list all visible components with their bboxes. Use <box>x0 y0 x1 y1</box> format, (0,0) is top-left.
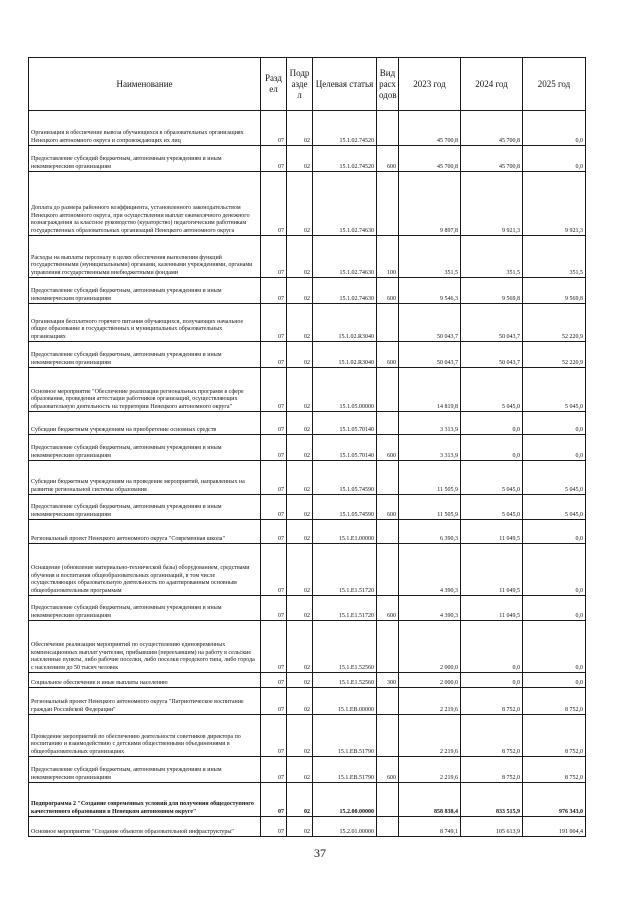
cell-2025: 0,0 <box>523 111 586 146</box>
cell-2024: 50 043,7 <box>461 304 523 342</box>
table-row <box>29 673 586 688</box>
cell-2025: 8 752,0 <box>523 757 586 783</box>
cell-2023: 4 390,3 <box>399 596 461 621</box>
cell-article: 15.1.02.74630 <box>313 278 377 304</box>
cell-article: 15.1.05.70140 <box>313 435 377 461</box>
cell-article: 15.1.02.74630 <box>313 172 377 236</box>
cell-razdel: 07 <box>261 278 287 304</box>
cell-razdel: 07 <box>261 783 287 817</box>
cell-podrazdel: 02 <box>287 544 313 596</box>
cell-article: 15.1.02.74520 <box>313 111 377 146</box>
header-2024: 2024 год <box>461 58 523 111</box>
header-name: Наименование <box>29 58 261 111</box>
cell-podrazdel: 02 <box>287 520 313 544</box>
cell-article: 15.1.EB.00000 <box>313 688 377 715</box>
cell-vid <box>377 304 399 342</box>
cell-name: Доплата до размера районного коэффициента, установленного законодательством Ненецкого автономного округа, при осуществлении выплат ежемесячного денежного вознаграждения за классное руководство (кураторство) педагогическим работникам государственных образовательных организаций Ненецкого автономного округа <box>29 172 261 236</box>
cell-2024: 8 752,0 <box>461 715 523 757</box>
cell-vid <box>377 688 399 715</box>
cell-2023: 4 390,3 <box>399 544 461 596</box>
cell-2025: 8 752,0 <box>523 688 586 715</box>
cell-2024: 45 700,8 <box>461 111 523 146</box>
cell-article: 15.2.00.00000 <box>313 783 377 817</box>
cell-podrazdel: 02 <box>287 412 313 435</box>
cell-vid: 600 <box>377 495 399 520</box>
header-row <box>29 58 586 111</box>
cell-vid <box>377 368 399 412</box>
table-row <box>29 783 586 817</box>
cell-name: Региональный проект Ненецкого автономного округа "Современная школа" <box>29 520 261 544</box>
cell-2023: 2 219,6 <box>399 688 461 715</box>
cell-article: 15.1.05.70140 <box>313 412 377 435</box>
cell-podrazdel: 02 <box>287 817 313 837</box>
cell-vid <box>377 817 399 837</box>
cell-2023: 8 749,1 <box>399 817 461 837</box>
table-row <box>29 236 586 278</box>
cell-article: 15.1.E1.52560 <box>313 621 377 673</box>
cell-2025: 0,0 <box>523 596 586 621</box>
cell-razdel: 07 <box>261 495 287 520</box>
cell-2023: 3 313,9 <box>399 435 461 461</box>
cell-podrazdel: 02 <box>287 621 313 673</box>
cell-razdel: 07 <box>261 368 287 412</box>
cell-2025: 9 569,8 <box>523 278 586 304</box>
table-row <box>29 544 586 596</box>
cell-2025: 0,0 <box>523 673 586 688</box>
cell-vid: 600 <box>377 757 399 783</box>
cell-2025: 5 045,0 <box>523 461 586 495</box>
cell-vid <box>377 783 399 817</box>
cell-2025: 0,0 <box>523 435 586 461</box>
cell-2024: 0,0 <box>461 412 523 435</box>
cell-razdel: 07 <box>261 596 287 621</box>
cell-2024: 11 049,5 <box>461 596 523 621</box>
budget-table <box>28 57 586 837</box>
cell-vid <box>377 172 399 236</box>
cell-name: Обеспечение реализации мероприятий по осуществлению единовременных компенсационных выплат учителям, прибывшим (переехавшим) на работу в сельские населенные пункты, либо рабочие поселки, либо поселки городского типа, либо города с населением до 50 тысяч человек <box>29 621 261 673</box>
cell-razdel: 07 <box>261 304 287 342</box>
cell-2023: 351,5 <box>399 236 461 278</box>
cell-2024: 11 049,5 <box>461 544 523 596</box>
cell-podrazdel: 02 <box>287 715 313 757</box>
cell-2024: 11 049,5 <box>461 520 523 544</box>
cell-podrazdel: 02 <box>287 596 313 621</box>
cell-podrazdel: 02 <box>287 368 313 412</box>
cell-vid <box>377 544 399 596</box>
cell-name: Предоставление субсидий бюджетным, автономным учреждениям и иным некоммерческим организациям <box>29 435 261 461</box>
cell-2025: 0,0 <box>523 621 586 673</box>
table-row <box>29 520 586 544</box>
cell-2023: 45 700,8 <box>399 111 461 146</box>
table-row <box>29 278 586 304</box>
cell-podrazdel: 02 <box>287 688 313 715</box>
page-number: 37 <box>314 846 326 860</box>
cell-2024: 45 700,8 <box>461 146 523 172</box>
cell-2025: 191 004,4 <box>523 817 586 837</box>
cell-2025: 0,0 <box>523 412 586 435</box>
cell-razdel: 07 <box>261 520 287 544</box>
cell-article: 15.1.02.R3040 <box>313 304 377 342</box>
cell-2025: 52 220,9 <box>523 342 586 368</box>
cell-vid: 100 <box>377 236 399 278</box>
cell-2023: 14 819,8 <box>399 368 461 412</box>
table-row <box>29 495 586 520</box>
cell-article: 15.1.E1.51720 <box>313 596 377 621</box>
cell-vid: 600 <box>377 435 399 461</box>
cell-name: Предоставление субсидий бюджетным, автономным учреждениям и иным некоммерческим организациям <box>29 278 261 304</box>
cell-razdel: 07 <box>261 688 287 715</box>
cell-podrazdel: 02 <box>287 172 313 236</box>
cell-article: 15.1.E1.51720 <box>313 544 377 596</box>
cell-razdel: 07 <box>261 412 287 435</box>
cell-article: 15.1.EB.51790 <box>313 715 377 757</box>
table-body <box>29 111 586 837</box>
cell-vid: 600 <box>377 146 399 172</box>
cell-vid <box>377 520 399 544</box>
cell-name: Расходы на выплаты персоналу в целях обеспечения выполнения функций государственными (муниципальными) органами, казенными учреждениями, органами управления государственными внебюджетными фондами <box>29 236 261 278</box>
cell-article: 15.1.05.74590 <box>313 495 377 520</box>
cell-name: Предоставление субсидий бюджетным, автономным учреждениям и иным некоммерческим организациям <box>29 596 261 621</box>
cell-2023: 9 546,3 <box>399 278 461 304</box>
cell-2023: 6 390,3 <box>399 520 461 544</box>
cell-razdel: 07 <box>261 461 287 495</box>
cell-name: Предоставление субсидий бюджетным, автономным учреждениям и иным некоммерческим организациям <box>29 757 261 783</box>
cell-2024: 5 045,0 <box>461 495 523 520</box>
table-row <box>29 172 586 236</box>
cell-article: 15.1.02.74520 <box>313 146 377 172</box>
cell-name: Основное мероприятие "Обеспечение реализации региональных программ в сфере образования, проведения аттестации работников организаций, осуществляющих образовательную деятельность на территории Ненецкого автономного округа" <box>29 368 261 412</box>
cell-2025: 8 752,0 <box>523 715 586 757</box>
cell-vid: 600 <box>377 596 399 621</box>
cell-name: Региональный проект Ненецкого автономного округа "Патриотическое воспитание граждан Российской Федерации" <box>29 688 261 715</box>
cell-2025: 0,0 <box>523 544 586 596</box>
table-row <box>29 412 586 435</box>
cell-vid <box>377 111 399 146</box>
cell-2024: 0,0 <box>461 621 523 673</box>
cell-razdel: 07 <box>261 146 287 172</box>
cell-2023: 2 219,6 <box>399 715 461 757</box>
cell-2024: 105 613,9 <box>461 817 523 837</box>
cell-podrazdel: 02 <box>287 757 313 783</box>
cell-razdel: 07 <box>261 342 287 368</box>
cell-podrazdel: 02 <box>287 673 313 688</box>
header-vid: Вид расх одов <box>377 58 399 111</box>
cell-2023: 858 838,4 <box>399 783 461 817</box>
cell-2023: 50 043,7 <box>399 342 461 368</box>
cell-name: Организация и обеспечение вывоза обучающихся в образовательных организациях Ненецкого автономного округа и сопровождающих их лиц <box>29 111 261 146</box>
cell-2025: 976 343,0 <box>523 783 586 817</box>
table-row <box>29 342 586 368</box>
cell-podrazdel: 02 <box>287 111 313 146</box>
cell-2024: 5 045,0 <box>461 368 523 412</box>
cell-2024: 0,0 <box>461 673 523 688</box>
cell-article: 15.2.01.00000 <box>313 817 377 837</box>
cell-vid <box>377 621 399 673</box>
header-2025: 2025 год <box>523 58 586 111</box>
header-article: Целевая статья <box>313 58 377 111</box>
table-row <box>29 304 586 342</box>
cell-article: 15.1.02.R3040 <box>313 342 377 368</box>
cell-2024: 8 752,0 <box>461 688 523 715</box>
cell-razdel: 07 <box>261 817 287 837</box>
cell-razdel: 07 <box>261 757 287 783</box>
header-2023: 2023 год <box>399 58 461 111</box>
cell-2024: 9 921,3 <box>461 172 523 236</box>
cell-article: 15.1.EB.51790 <box>313 757 377 783</box>
cell-2025: 5 045,0 <box>523 495 586 520</box>
cell-name: Основное мероприятие "Создание объектов образовательной инфраструктуры" <box>29 817 261 837</box>
cell-article: 15.1.02.74630 <box>313 236 377 278</box>
cell-2023: 50 043,7 <box>399 304 461 342</box>
cell-2024: 833 515,9 <box>461 783 523 817</box>
cell-podrazdel: 02 <box>287 304 313 342</box>
cell-article: 15.1.E1.52560 <box>313 673 377 688</box>
cell-2023: 45 700,8 <box>399 146 461 172</box>
table-row <box>29 146 586 172</box>
cell-2024: 5 045,0 <box>461 461 523 495</box>
cell-razdel: 07 <box>261 673 287 688</box>
cell-article: 15.1.E1.00000 <box>313 520 377 544</box>
cell-name: Субсидии бюджетным учреждениям на проведение мероприятий, направленных на развитие региональной системы образования <box>29 461 261 495</box>
cell-podrazdel: 02 <box>287 146 313 172</box>
cell-2023: 11 505,9 <box>399 461 461 495</box>
table-row <box>29 817 586 837</box>
cell-vid: 600 <box>377 278 399 304</box>
cell-article: 15.1.05.74590 <box>313 461 377 495</box>
cell-2024: 0,0 <box>461 435 523 461</box>
cell-name: Предоставление субсидий бюджетным, автономным учреждениям и иным некоммерческим организациям <box>29 146 261 172</box>
cell-name: Оснащение (обновление материально-технической базы) оборудованием, средствами обучения и воспитания общеобразовательных организаций, в том числе осуществляющих образовательную деятельность по адаптированным основным общеобразовательным программам <box>29 544 261 596</box>
cell-2025: 0,0 <box>523 146 586 172</box>
cell-2023: 3 313,9 <box>399 412 461 435</box>
cell-name: Проведение мероприятий по обеспечению деятельности советников директора по воспитанию и взаимодействию с детскими общественными объединениями в общеобразовательных организациях <box>29 715 261 757</box>
cell-2023: 9 897,8 <box>399 172 461 236</box>
table-row <box>29 111 586 146</box>
cell-razdel: 07 <box>261 544 287 596</box>
cell-name: Предоставление субсидий бюджетным, автономным учреждениям и иным некоммерческим организациям <box>29 495 261 520</box>
cell-razdel: 07 <box>261 172 287 236</box>
cell-2025: 351,5 <box>523 236 586 278</box>
table-row <box>29 596 586 621</box>
cell-vid: 600 <box>377 342 399 368</box>
cell-2023: 11 505,9 <box>399 495 461 520</box>
cell-vid <box>377 461 399 495</box>
cell-2024: 50 043,7 <box>461 342 523 368</box>
cell-vid <box>377 715 399 757</box>
cell-vid <box>377 412 399 435</box>
cell-2024: 351,5 <box>461 236 523 278</box>
cell-podrazdel: 02 <box>287 342 313 368</box>
cell-article: 15.1.05.00000 <box>313 368 377 412</box>
cell-razdel: 07 <box>261 621 287 673</box>
cell-name: Организация бесплатного горячего питания обучающихся, получающих начальное общее образование в государственных и муниципальных образовательных организациях <box>29 304 261 342</box>
cell-2025: 9 921,3 <box>523 172 586 236</box>
table-row <box>29 435 586 461</box>
cell-name: Субсидии бюджетным учреждениям на приобретение основных средств <box>29 412 261 435</box>
cell-2025: 0,0 <box>523 520 586 544</box>
cell-razdel: 07 <box>261 715 287 757</box>
cell-podrazdel: 02 <box>287 495 313 520</box>
cell-podrazdel: 02 <box>287 435 313 461</box>
cell-2025: 5 045,0 <box>523 368 586 412</box>
cell-podrazdel: 02 <box>287 783 313 817</box>
header-razdel: Разд ел <box>261 58 287 111</box>
cell-2024: 9 569,8 <box>461 278 523 304</box>
cell-name: Подпрограмма 2 "Создание современных условий для получения общедоступного качественного образования в Ненецком автономном округе" <box>29 783 261 817</box>
cell-2025: 52 220,9 <box>523 304 586 342</box>
table-row <box>29 368 586 412</box>
cell-razdel: 07 <box>261 236 287 278</box>
cell-vid: 300 <box>377 673 399 688</box>
cell-podrazdel: 02 <box>287 278 313 304</box>
table-row <box>29 621 586 673</box>
cell-podrazdel: 02 <box>287 461 313 495</box>
cell-2024: 8 752,0 <box>461 757 523 783</box>
cell-razdel: 07 <box>261 111 287 146</box>
cell-razdel: 07 <box>261 435 287 461</box>
table-row <box>29 688 586 715</box>
header-podrazdel: Подр азде л <box>287 58 313 111</box>
cell-name: Социальное обеспечение и иные выплаты населению <box>29 673 261 688</box>
table-row <box>29 461 586 495</box>
cell-name: Предоставление субсидий бюджетным, автономным учреждениям и иным некоммерческим организациям <box>29 342 261 368</box>
table-row <box>29 757 586 783</box>
table-row <box>29 715 586 757</box>
cell-2023: 2 000,0 <box>399 621 461 673</box>
cell-podrazdel: 02 <box>287 236 313 278</box>
cell-2023: 2 219,6 <box>399 757 461 783</box>
cell-2023: 2 000,0 <box>399 673 461 688</box>
